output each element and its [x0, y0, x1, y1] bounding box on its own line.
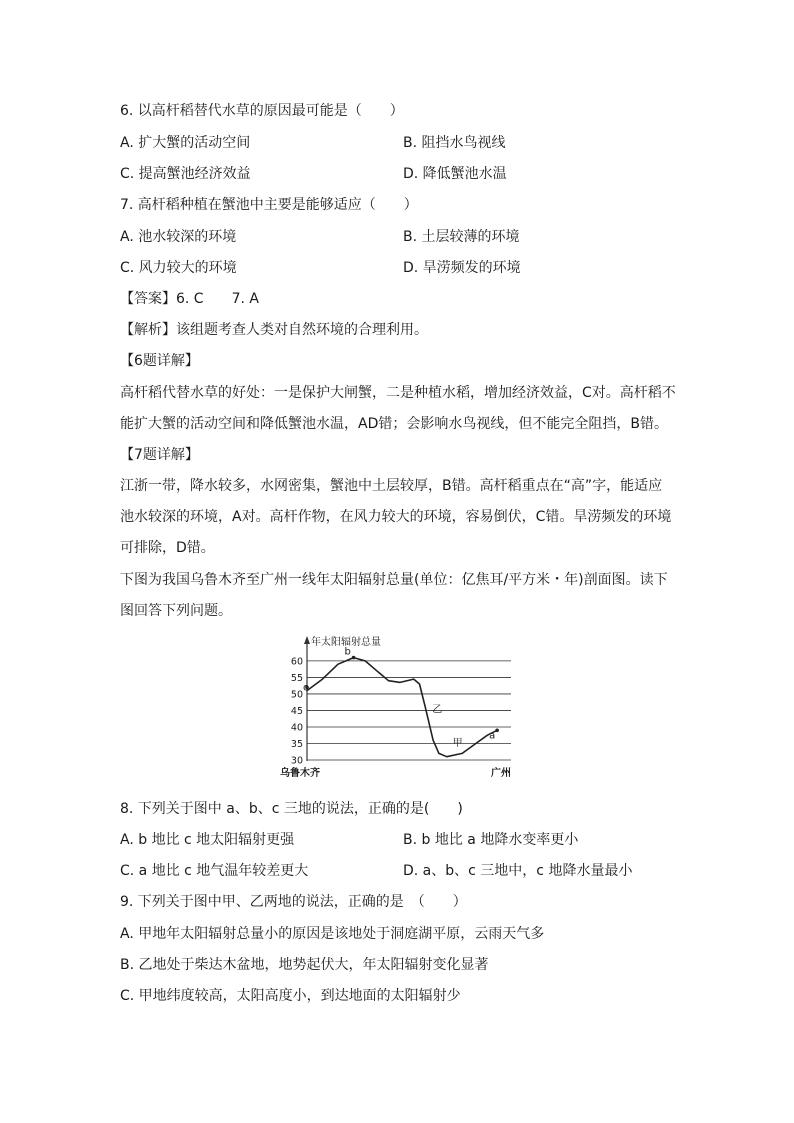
q8-options-row-2 — [120, 862, 720, 880]
q6-option-a: A. 扩大蟹的活动空间 — [120, 135, 251, 151]
q6-option-d: D. 降低蟹池水温 — [403, 166, 507, 182]
point-label-1: b — [344, 646, 351, 658]
q7-options-row-1 — [120, 228, 720, 246]
intro-line-1: 下图为我国乌鲁木齐至广州一线年太阳辐射总量(单位：亿焦耳/平方米・年)剖面图。读下 — [120, 572, 668, 588]
y-tick-label-60: 60 — [290, 656, 303, 668]
q7-options-row-2 — [120, 259, 720, 277]
x-end-label: 广州 — [491, 768, 511, 779]
x-start-label: 乌鲁木齐 — [280, 768, 320, 779]
chart-svg — [280, 633, 525, 783]
q6-options-row-2 — [120, 165, 720, 183]
q6-detail-line-2: 能扩大蟹的活动空间和降低蟹池水温，AD错；会影响水鸟视线，但不能完全阻挡，B错。 — [120, 416, 668, 432]
q8-option-a: A. b 地比 c 地太阳辐射更强 — [120, 832, 295, 848]
point-1 — [352, 656, 356, 660]
q7-option-c: C. 风力较大的环境 — [120, 260, 237, 276]
y-tick-label-35: 35 — [290, 738, 303, 750]
point-label-4: a — [489, 730, 496, 742]
q7-detail-line-1: 江浙一带，降水较多，水网密集，蟹池中土层较厚，B错。高杆稻重点在“高”字，能适应 — [120, 478, 663, 494]
q8-option-b: B. b 地比 a 地降水变率更小 — [403, 832, 579, 848]
q9-stem: 9. 下列关于图中甲、乙两地的说法，正确的是 （ ） — [120, 894, 467, 910]
q7-option-a: A. 池水较深的环境 — [120, 229, 237, 245]
y-tick-label-40: 40 — [290, 722, 303, 734]
y-axis-label: 年太阳辐射总量 — [311, 637, 381, 648]
q7-detail-heading: 【7题详解】 — [120, 447, 199, 463]
profile-curve — [307, 658, 497, 757]
y-axis-arrow — [304, 636, 310, 644]
q8-options-row-1 — [120, 831, 720, 849]
q8-option-d: D. a、b、c 三地中，c 地降水量最小 — [403, 863, 633, 879]
q6-option-c: C. 提高蟹池经济效益 — [120, 166, 251, 182]
q7-stem: 7. 高杆稻种植在蟹池中主要是能够适应（ ） — [120, 197, 418, 213]
q7-option-d: D. 旱涝频发的环境 — [403, 260, 521, 276]
q6-options-row-1 — [120, 134, 720, 152]
q7-detail-line-2: 池水较深的环境，A对。高杆作物，在风力较大的环境，容易倒伏，C错。旱涝频发的环境 — [120, 509, 672, 525]
analysis-line: 【解析】该组题考查人类对自然环境的合理利用。 — [120, 322, 428, 338]
point-label-2: 乙 — [432, 704, 443, 716]
q6-stem: 6. 以高杆稻替代水草的原因最可能是（ ） — [120, 103, 404, 119]
point-label-0: c — [303, 682, 309, 694]
q6-detail-heading: 【6题详解】 — [120, 353, 199, 369]
y-tick-label-45: 45 — [290, 705, 303, 717]
answer-line: 【答案】6. C 7. A — [120, 291, 259, 307]
point-4 — [495, 728, 499, 732]
solar-radiation-profile-chart — [280, 633, 525, 783]
y-tick-label-30: 30 — [290, 755, 303, 767]
q6-detail-line-1: 高杆稻代替水草的好处：一是保护大闸蟹，二是种植水稻，增加经济效益，C对。高杆稻不 — [120, 385, 676, 401]
q9-option-b: B. 乙地处于柴达木盆地，地势起伏大，年太阳辐射变化显著 — [120, 957, 489, 973]
q9-option-c: C. 甲地纬度较高，太阳高度小，到达地面的太阳辐射少 — [120, 988, 461, 1004]
q7-detail-line-3: 可排除，D错。 — [120, 540, 215, 556]
q9-option-a: A. 甲地年太阳辐射总量小的原因是该地处于洞庭湖平原，云雨天气多 — [120, 926, 545, 942]
q6-option-b: B. 阻挡水鸟视线 — [403, 135, 506, 151]
y-tick-label-50: 50 — [290, 689, 303, 701]
intro-line-2: 图回答下列问题。 — [120, 603, 232, 619]
point-label-3: 甲 — [452, 738, 463, 750]
y-tick-label-55: 55 — [290, 672, 303, 684]
q7-option-b: B. 土层较薄的环境 — [403, 229, 520, 245]
q8-option-c: C. a 地比 c 地气温年较差更大 — [120, 863, 309, 879]
q8-stem: 8. 下列关于图中 a、b、c 三地的说法，正确的是( ) — [120, 801, 463, 817]
